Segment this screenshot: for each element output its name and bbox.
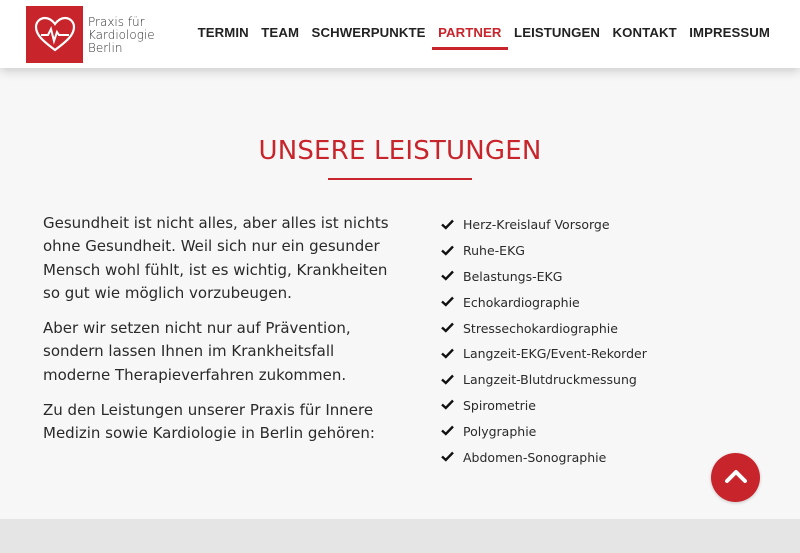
nav-item-leistungen[interactable]: LEISTUNGEN <box>514 25 601 40</box>
check-icon <box>441 296 455 308</box>
service-label: Stressechokardiographie <box>463 320 618 336</box>
service-label: Langzeit-Blutdruckmessung <box>463 372 637 388</box>
logo-text <box>88 15 155 55</box>
list-item <box>441 289 647 315</box>
list-item <box>441 418 647 444</box>
intro-paragraph: Zu den Leistungen unserer Praxis für Innere Medizin sowie Kardiologie in Berlin gehören: <box>43 401 375 443</box>
service-label: Ruhe-EKG <box>463 243 525 259</box>
service-label: Echokardiographie <box>463 294 580 310</box>
service-label: Spirometrie <box>463 397 536 413</box>
nav-item-schwerpunkte[interactable]: SCHWERPUNKTE <box>311 25 426 40</box>
service-label: Langzeit-EKG/Event-Rekorder <box>463 346 647 362</box>
services-list <box>441 212 647 470</box>
site-header <box>0 0 800 68</box>
list-item <box>441 341 647 367</box>
scroll-to-top-button[interactable] <box>711 453 760 502</box>
check-icon <box>441 399 455 411</box>
check-icon <box>441 245 455 257</box>
nav-item-impressum[interactable]: IMPRESSUM <box>689 25 770 40</box>
intro-text <box>43 212 403 458</box>
heart-pulse-icon <box>26 6 83 63</box>
check-icon <box>441 270 455 282</box>
check-icon <box>441 322 455 334</box>
title-divider <box>328 178 472 180</box>
list-item <box>441 264 647 290</box>
list-item <box>441 315 647 341</box>
list-item <box>441 212 647 238</box>
list-item <box>441 367 647 393</box>
service-label: Belastungs-EKG <box>463 268 563 284</box>
service-label: Herz-Kreislauf Vorsorge <box>463 217 610 233</box>
check-icon <box>441 374 455 386</box>
nav-item-termin[interactable]: TERMIN <box>197 25 249 40</box>
service-label: Polygraphie <box>463 423 537 439</box>
chevron-up-icon <box>725 468 747 487</box>
section-title: UNSERE LEISTUNGEN <box>258 136 542 166</box>
list-item <box>441 393 647 419</box>
services-section <box>0 68 800 519</box>
nav-item-kontakt[interactable]: KONTAKT <box>612 25 677 40</box>
intro-paragraph: Aber wir setzen nicht nur auf Prävention, sondern lassen Ihnen im Krankheitsfall moderne Therapieverfahren zukommen. <box>43 319 351 384</box>
logo[interactable] <box>26 6 155 63</box>
check-icon <box>441 348 455 360</box>
logo-line-2: Kardiologie <box>88 27 155 42</box>
check-icon <box>441 425 455 437</box>
logo-line-3: Berlin <box>88 40 123 55</box>
list-item <box>441 238 647 264</box>
logo-line-1: Praxis für <box>88 14 145 29</box>
intro-paragraph: Gesundheit ist nicht alles, aber alles ist nichts ohne Gesundheit. Weil sich nur ein gesunder Mensch wohl fühlt, ist es wichtig, Krankheiten so gut wie möglich vorzubeugen. <box>43 214 389 302</box>
nav-item-partner[interactable]: PARTNER <box>438 0 501 50</box>
list-item <box>441 444 647 470</box>
check-icon <box>441 219 455 231</box>
service-label: Abdomen-Sonographie <box>463 449 607 465</box>
nav-item-team[interactable]: TEAM <box>261 25 300 40</box>
check-icon <box>441 451 455 463</box>
main-nav <box>185 0 770 68</box>
footer-strip <box>0 519 800 553</box>
